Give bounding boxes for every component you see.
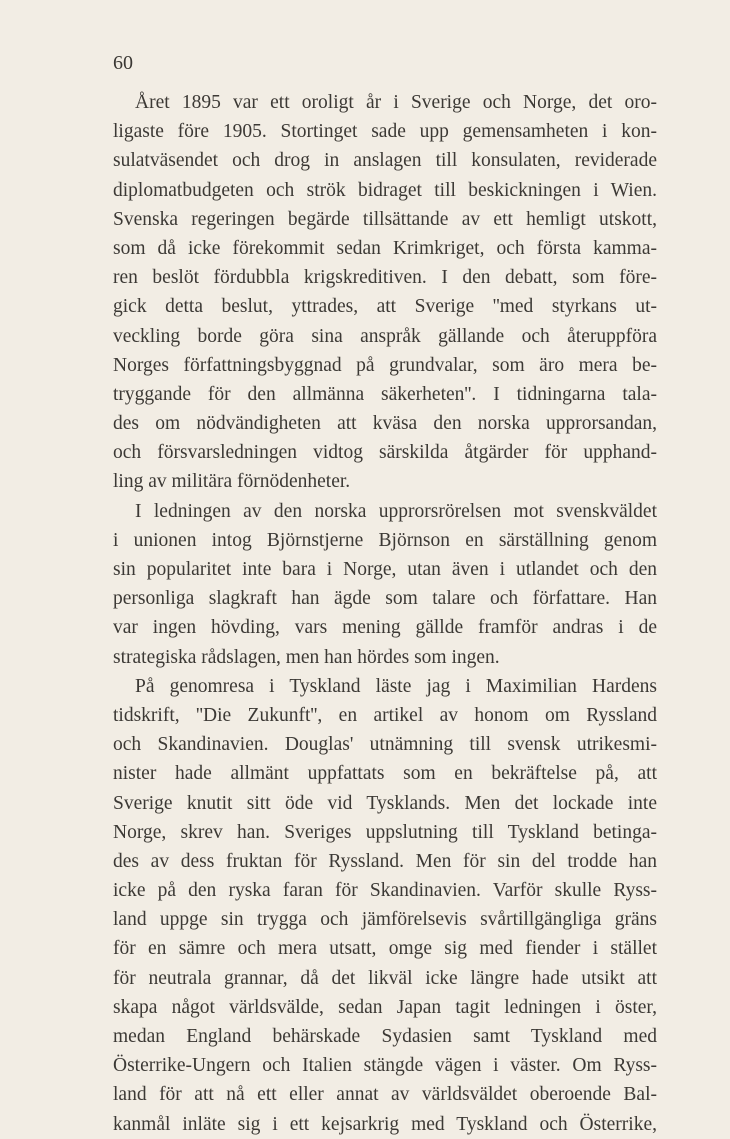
text-line: för en sämre och mera utsatt, omge sig med fiender i stället (113, 938, 657, 960)
text-line: Året 1895 var ett oroligt år i Sverige och Norge, det oro- (135, 92, 657, 113)
text-line: land uppge sin trygga och jämförelsevis svårtillgängliga gräns (113, 909, 657, 931)
text-line: land för att nå ett eller annat av världsväldet oberoende Bal- (113, 1084, 657, 1106)
text-line: I ledningen av den norska upprorsrörelsen mot svenskväldet (135, 500, 657, 522)
text-line: medan England behärskade Sydasien samt Tyskland med (113, 1026, 657, 1047)
text-line: för neutrala grannar, då det likväl icke längre hade utsikt att (113, 967, 657, 989)
paragraph-1 (113, 88, 657, 497)
text-line: des av dess fruktan för Ryssland. Men för sin del trodde han (113, 850, 657, 872)
text-line: Norges författningsbyggnad på grundvalar, som äro mera be- (113, 354, 657, 376)
text-line: Norge, skrev han. Sveriges uppslutning till Tyskland betinga- (113, 821, 657, 843)
text-line: ligaste före 1905. Stortinget sade upp gemensamheten i kon- (113, 121, 657, 143)
paragraph-3 (113, 672, 657, 1139)
text-line: kanmål inläte sig i ett kejsarkrig med Tyskland och Österrike, (113, 1113, 657, 1135)
text-line: och Skandinavien. Douglas' utnämning till svensk utrikesmi- (113, 734, 657, 756)
text-line: i unionen intog Björnstjerne Björnson en särställning genom (113, 529, 657, 551)
text-line: Sverige knutit sitt öde vid Tysklands. Men det lockade inte (113, 792, 657, 814)
text-line: sin popularitet inte bara i Norge, utan även i utlandet och den (113, 559, 657, 580)
text-line: och försvarsledningen vidtog särskilda åtgärder för upphand- (113, 442, 657, 464)
text-line: Svenska regeringen begärde tillsättande av ett hemligt utskott, (113, 208, 657, 230)
page-text (113, 88, 657, 1139)
text-line: skapa något världsvälde, sedan Japan tagit ledningen i öster, (113, 996, 657, 1018)
text-line: strategiska rådslagen, men han hördes som ingen. (113, 646, 500, 668)
text-line: icke på den ryska faran för Skandinavien. Varför skulle Ryss- (113, 880, 657, 902)
text-line: som då icke förekommit sedan Krimkriget, och första kamma- (113, 237, 657, 259)
text-line: tidskrift, ''Die Zukunft'', en artikel av honom om Ryssland (113, 704, 657, 726)
text-line: tryggande för den allmänna säkerheten''. I tidningarna tala- (113, 383, 657, 405)
text-line: gick detta beslut, yttrades, att Sverige ''med styrkans ut- (113, 296, 657, 318)
text-line: nister hade allmänt uppfattats som en bekräftelse på, att (113, 763, 657, 785)
text-line: Österrike-Ungern och Italien stängde vägen i väster. Om Ryss- (113, 1055, 657, 1077)
text-line: På genomresa i Tyskland läste jag i Maximilian Hardens (135, 675, 657, 697)
page-number: 60 (113, 52, 133, 74)
text-line: personliga slagkraft han ägde som talare och författare. Han (113, 588, 657, 610)
text-line: diplomatbudgeten och strök bidraget till beskickningen i Wien. (113, 179, 657, 201)
text-line: var ingen hövding, vars mening gällde framför andras i de (113, 617, 657, 639)
text-line: ling av militära förnödenheter. (113, 471, 351, 493)
paragraph-2 (113, 497, 657, 672)
text-line: sulatväsendet och drog in anslagen till konsulaten, reviderade (113, 150, 657, 172)
text-line: des om nödvändigheten att kväsa den norska upprorsandan, (113, 413, 657, 435)
text-line: ren beslöt fördubbla krigskreditiven. I den debatt, som före- (113, 267, 657, 289)
text-line: veckling borde göra sina anspråk gällande och återuppföra (113, 325, 657, 347)
